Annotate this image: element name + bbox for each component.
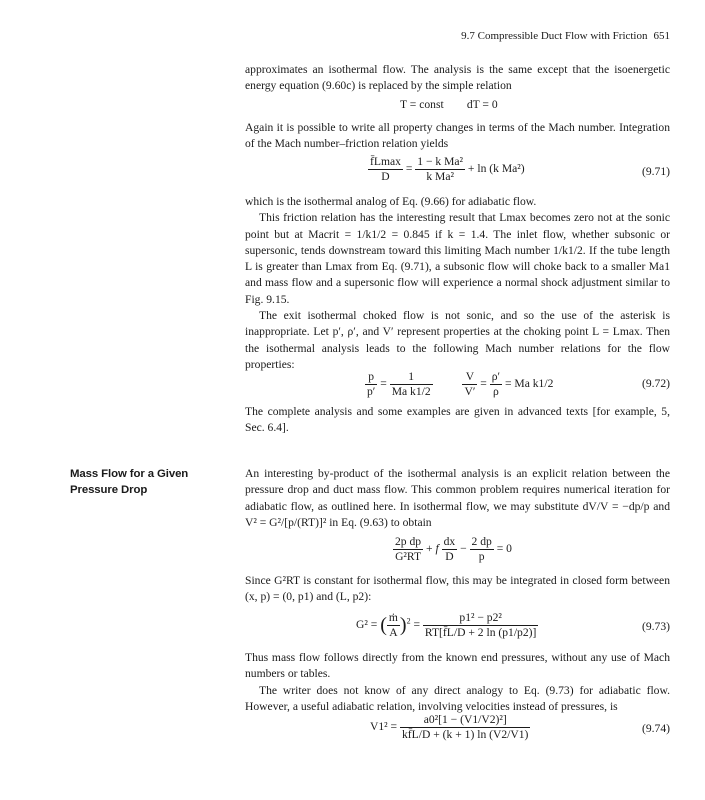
paragraphs-3-5 <box>245 194 670 373</box>
section-sidehead: Mass Flow for a Given Pressure Drop <box>70 468 189 497</box>
equation-9-71: $\frac{f̄Lmax}{D}$ = $\frac{\text{1 − k Ma²}}{\text{k Ma²}}$ + ln (k Ma²) <box>370 155 525 183</box>
para2-text: Again it is possible to write all property changes in terms of the Mach number. Integration of the Mach number–friction relation yields <box>245 121 670 151</box>
equation-9-72: $\frac{p}{p'}$ = $\frac{1}{\text{Ma k1/2}}$ $\frac{V}{V'}$ = $\frac{\rho'}{\rho}$ = Ma k1/2 <box>367 370 554 398</box>
running-header <box>380 30 670 42</box>
equation-number-9-73: (9.73) <box>641 620 670 633</box>
paragraph-1 <box>245 62 670 95</box>
para1-text: approximates an isothermal flow. The analysis is the same except that the isoenergetic energy equation (9.60c) is replaced by the simple relation <box>245 63 670 93</box>
para6-text: The complete analysis and some examples are given in advanced texts [for example, 5, Sec. 6.4]. <box>245 405 670 435</box>
paragraph-8 <box>245 573 670 606</box>
equation-number-9-72: (9.72) <box>641 377 670 390</box>
equation-differential: $\frac{\text{2p dp}}{\text{G²RT}}$ + f $\frac{dx}{D}$ − $\frac{2 dp}{p}$ = 0 <box>395 535 512 563</box>
para4-text: This friction relation has the interesting result that Lmax becomes zero not at the sonic point but at Macrit = 1/k1/2 = 0.845 if k = 1.4. The inlet flow, whether subsonic or supersonic, tends downstream toward this limiting Mach number 1/k1/2. If the tube length L is greater than Lmax from Eq. (9.71), a subsonic flow will choke back to a smaller Ma1 and mass flow and a supersonic flow will experience a normal shock adjustment similar to Fig. 9.15. <box>245 211 670 306</box>
para7-text: An interesting by-product of the isothermal analysis is an explicit relation between the pressure drop and duct mass flow. This common problem requires numerical iteration for adiabatic flow, as outlined here. In isothermal flow, we may substitute dV/V = −dp/p and V² = G²/[p/(RT)]² in Eq. (9.63) to obtain <box>245 467 670 529</box>
equation-number-9-71: (9.71) <box>641 165 670 178</box>
eq971-rhs-fraction: $\frac{\text{1 − k Ma²}}{\text{k Ma²}}$ <box>417 155 464 183</box>
equation-isothermal: T = const dT = 0 <box>400 98 498 111</box>
section-title: 9.7 Compressible Duct Flow with Friction <box>461 30 648 42</box>
para8-text: Since G²RT is constant for isothermal flow, this may be integrated in closed form between (x, p) = (0, p1) and (L, p2): <box>245 574 670 604</box>
para3-text: which is the isothermal analog of Eq. (9.66) for adiabatic flow. <box>245 195 537 208</box>
para9-text: Thus mass flow follows directly from the known end pressures, without any use of Mach numbers or tables. <box>245 651 670 681</box>
paragraph-2 <box>245 120 670 153</box>
paragraphs-9-10 <box>245 650 670 715</box>
equation-9-74: V1² = $\frac{\text{a0²[1 − (V1/V2)²]}}{kf̄L/D + (k + 1) \ln (V2/V1)}$ <box>370 713 529 741</box>
equation-number-9-74: (9.74) <box>641 722 670 735</box>
para10-text: The writer does not know of any direct analogy to Eq. (9.73) for adiabatic flow. However, a useful adiabatic relation, involving velocities instead of pressures, is <box>245 683 670 713</box>
para5-text: The exit isothermal choked flow is not sonic, and so the use of the asterisk is inappropriate. Let p′, ρ′, and V′ represent properties at the choking point L = Lmax. Then the isothermal analysis leads to the following Mach number relations for the flow properties: <box>245 309 670 371</box>
eq971-lhs-fraction: $\frac{f̄Lmax}{D}$ <box>370 155 401 183</box>
page-number: 651 <box>653 30 670 42</box>
paragraph-6 <box>245 404 670 437</box>
eq971-log-term: + ln (k Ma²) <box>467 162 525 176</box>
paragraph-7 <box>245 466 670 531</box>
equation-9-73: G² = ( $\frac{\text{ṁ}}{A}$ )$^2$ = $\frac{\text{p1² − p2²}}{RT[f̄L/D + 2 \ln (p1/p2)]}$ <box>356 611 537 639</box>
